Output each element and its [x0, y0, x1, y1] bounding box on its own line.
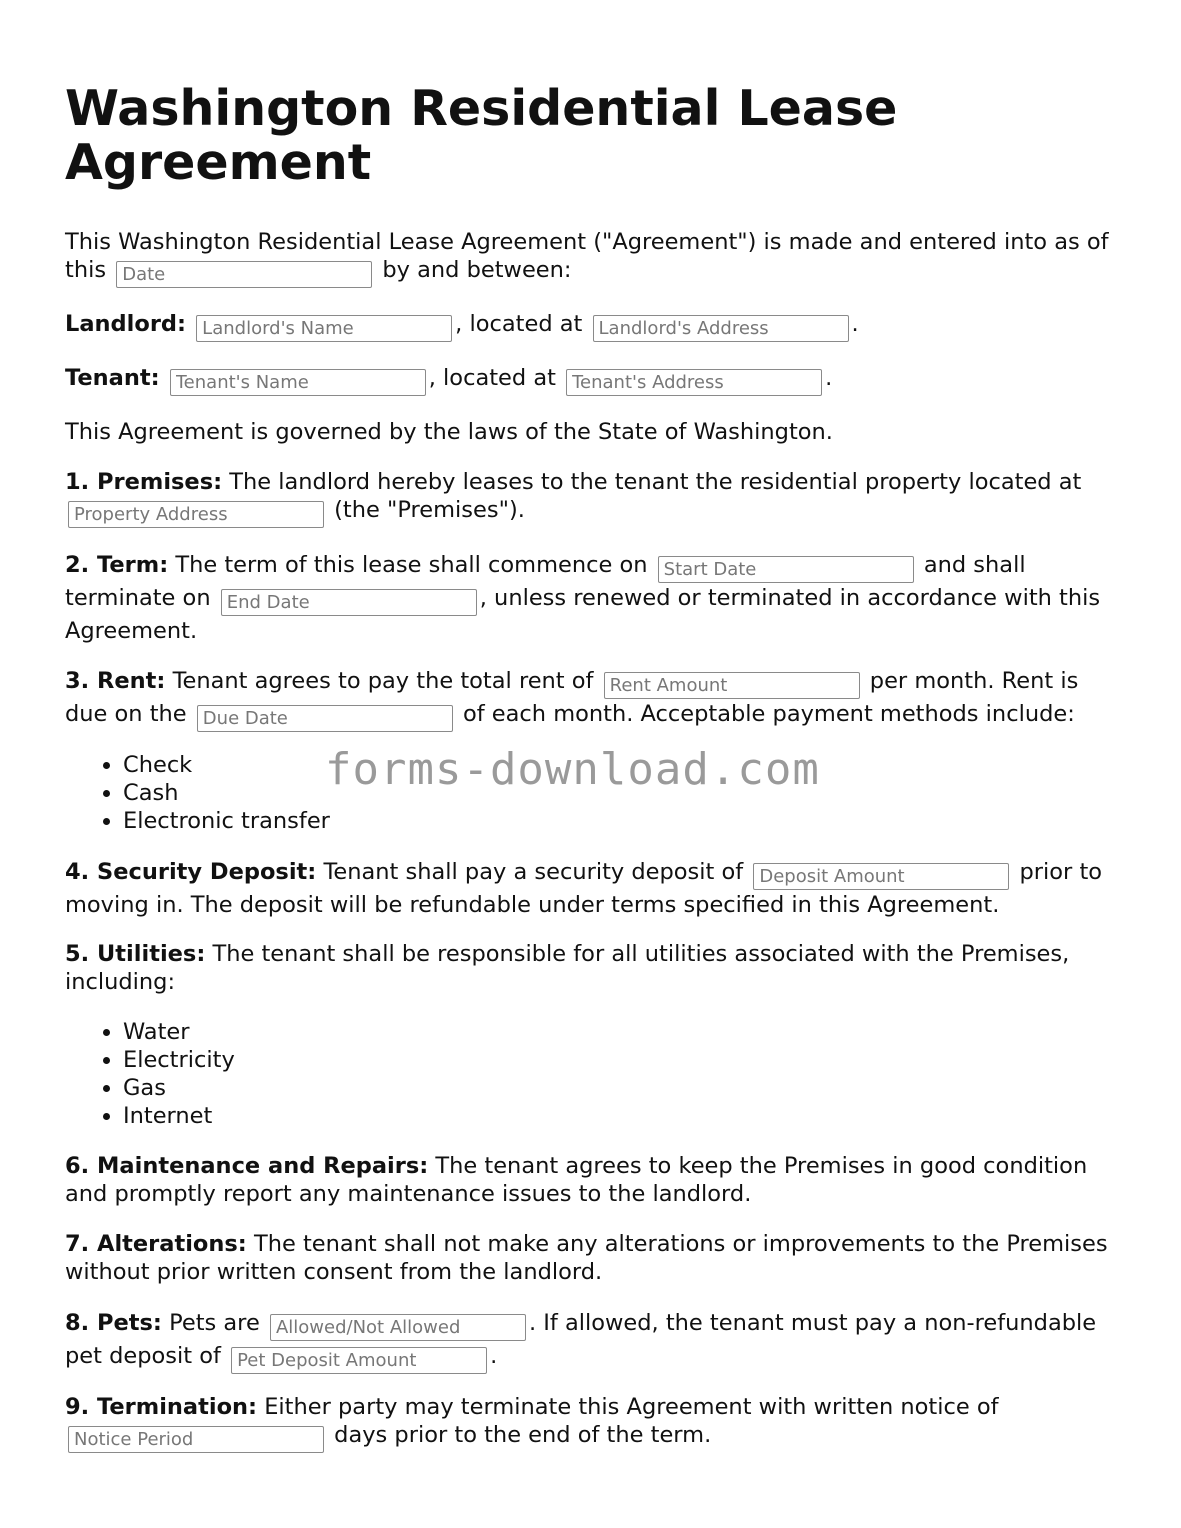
alterations-text: The tenant shall not make any alterations or improvements to the Premises without prior written consent from the landlord.	[65, 1231, 1108, 1285]
page-title: Washington Residential Lease Agreement	[65, 80, 898, 191]
pets-text-1: Pets are	[169, 1310, 260, 1336]
list-item: • Water	[123, 1018, 1125, 1046]
tenant-end: .	[825, 365, 833, 391]
list-item: • Electronic transfer	[123, 807, 1125, 835]
section-rent	[65, 666, 1125, 732]
watermark: forms-download.com	[325, 744, 820, 795]
deposit-amount-input[interactable]	[753, 863, 1009, 890]
section-maintenance	[65, 1152, 1125, 1208]
notice-period-input[interactable]	[68, 1426, 324, 1453]
list-item: • Check	[123, 751, 1125, 779]
landlord-address-input[interactable]	[593, 315, 849, 342]
deposit-text-2: prior to moving in. The deposit will be refundable under terms specified in this Agreement.	[65, 859, 1103, 918]
list-item: • Internet	[123, 1102, 1125, 1130]
tenant-paragraph	[65, 364, 1125, 396]
landlord-label: Landlord:	[65, 311, 187, 337]
due-date-input[interactable]	[197, 705, 453, 732]
term-heading: 2. Term:	[65, 552, 169, 578]
rent-heading: 3. Rent:	[65, 668, 166, 694]
tenant-located-at: , located at	[428, 365, 556, 391]
end-date-input[interactable]	[221, 589, 477, 616]
agreement-date-input[interactable]	[116, 261, 372, 288]
section-pets	[65, 1308, 1125, 1374]
list-item: • Cash	[123, 779, 1125, 807]
termination-heading: 9. Termination:	[65, 1394, 258, 1420]
section-termination	[65, 1393, 1125, 1453]
landlord-located-at: , located at	[455, 311, 583, 337]
deposit-text-1: Tenant shall pay a security deposit of	[323, 859, 744, 885]
section-premises	[65, 468, 1125, 528]
pets-end: .	[490, 1343, 498, 1369]
rent-text-3: of each month. Acceptable payment methods include:	[462, 701, 1075, 727]
pets-heading: 8. Pets:	[65, 1310, 162, 1336]
intro-text: This Washington Residential Lease Agreement ("Agreement") is made and entered into as of this	[65, 229, 1109, 283]
pets-allowed-input[interactable]	[270, 1314, 526, 1341]
tenant-address-input[interactable]	[566, 369, 822, 396]
governing-law: This Agreement is governed by the laws of the State of Washington.	[65, 419, 833, 445]
landlord-paragraph	[65, 310, 1125, 342]
landlord-name-input[interactable]	[196, 315, 452, 342]
rent-text-1: Tenant agrees to pay the total rent of	[172, 668, 594, 694]
maintenance-heading: 6. Maintenance and Repairs:	[65, 1153, 429, 1179]
intro-paragraph	[65, 228, 1125, 288]
landlord-end: .	[851, 311, 859, 337]
rent-text-2: per month. Rent is due on the	[65, 668, 1079, 727]
section-utilities	[65, 940, 1125, 996]
premises-heading: 1. Premises:	[65, 469, 223, 495]
premises-suffix: (the "Premises").	[334, 497, 525, 523]
pet-deposit-input[interactable]	[231, 1347, 487, 1374]
start-date-input[interactable]	[658, 556, 914, 583]
term-text-3: , unless renewed or terminated in accordance with this Agreement.	[65, 585, 1101, 644]
section-term	[65, 550, 1125, 647]
tenant-label: Tenant:	[65, 365, 160, 391]
list-item: • Gas	[123, 1074, 1125, 1102]
term-text-2: and shall terminate on	[65, 552, 1026, 611]
property-address-input[interactable]	[68, 501, 324, 528]
term-text-1: The term of this lease shall commence on	[175, 552, 648, 578]
termination-text-2: days prior to the end of the term.	[334, 1422, 712, 1448]
alterations-heading: 7. Alterations:	[65, 1231, 247, 1257]
maintenance-text: The tenant agrees to keep the Premises in good condition and promptly report any maintenance issues to the landlord.	[65, 1153, 1088, 1207]
deposit-heading: 4. Security Deposit:	[65, 859, 317, 885]
tenant-name-input[interactable]	[170, 369, 426, 396]
intro-suffix: by and between:	[382, 257, 572, 283]
list-item: • Electricity	[123, 1046, 1125, 1074]
utilities-heading: 5. Utilities:	[65, 941, 206, 967]
rent-amount-input[interactable]	[604, 672, 860, 699]
termination-text-1: Either party may terminate this Agreement with written notice of	[264, 1394, 999, 1420]
premises-text: The landlord hereby leases to the tenant the residential property located at	[229, 469, 1082, 495]
utilities-list	[65, 1018, 1125, 1130]
utilities-text: The tenant shall be responsible for all utilities associated with the Premises, including:	[65, 941, 1070, 995]
section-security-deposit	[65, 857, 1125, 921]
section-alterations	[65, 1230, 1125, 1286]
pets-text-2: . If allowed, the tenant must pay a non-refundable pet deposit of	[65, 1310, 1097, 1369]
